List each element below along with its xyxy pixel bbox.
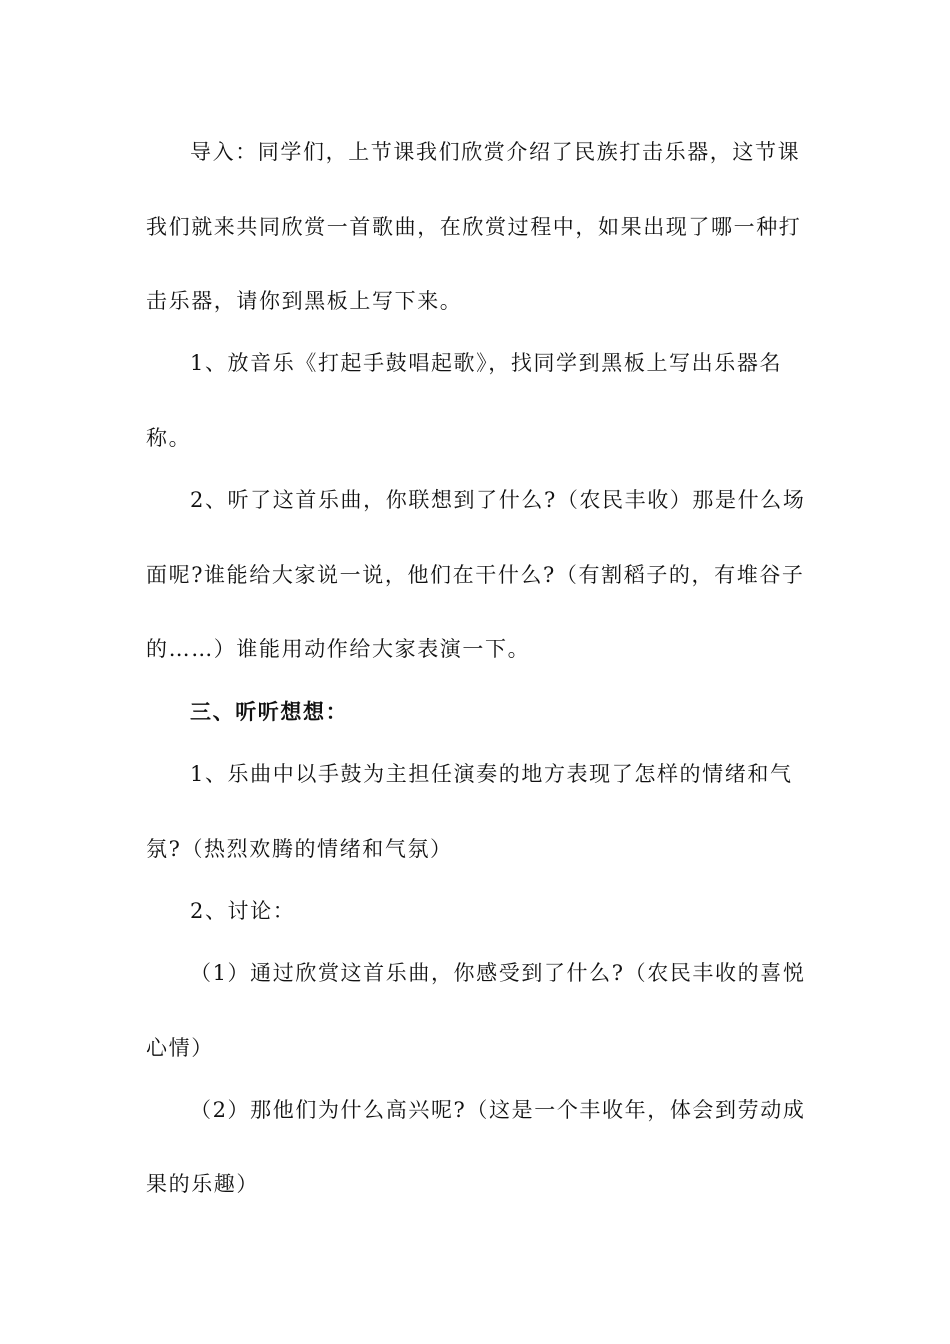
- step-2-line-3: 的……）谁能用动作给大家表演一下。: [146, 637, 531, 661]
- step-2-line-1: 2、听了这首乐曲，你联想到了什么?（农民丰收）那是什么场: [190, 488, 806, 512]
- discussion-2-line-2: 果的乐趣）: [146, 1172, 259, 1196]
- step-1-line-1: 1、放音乐《打起手鼓唱起歌》，找同学到黑板上写出乐器名: [190, 351, 783, 375]
- step-1-line-2: 称。: [146, 426, 192, 450]
- discussion-1-line-2: 心情）: [146, 1036, 214, 1060]
- discussion-heading: 2、讨论：: [190, 899, 296, 923]
- discussion-1-line-1: （1）通过欣赏这首乐曲，你感受到了什么?（农民丰收的喜悦: [190, 961, 806, 985]
- step-2-line-2: 面呢?谁能给大家说一说，他们在干什么?（有割稻子的，有堆谷子: [146, 563, 805, 587]
- question-1-line-2: 氛?（热烈欢腾的情绪和气氛）: [146, 837, 453, 861]
- intro-line-3: 击乐器，请你到黑板上写下来。: [146, 289, 463, 313]
- section-heading: 三、听听想想：: [190, 700, 349, 724]
- discussion-2-line-1: （2）那他们为什么高兴呢?（这是一个丰收年，体会到劳动成: [190, 1098, 806, 1122]
- intro-line-1: 导入：同学们，上节课我们欣赏介绍了民族打击乐器，这节课: [190, 140, 801, 164]
- question-1-line-1: 1、乐曲中以手鼓为主担任演奏的地方表现了怎样的情绪和气: [190, 762, 793, 786]
- intro-line-2: 我们就来共同欣赏一首歌曲，在欣赏过程中，如果出现了哪一种打: [146, 215, 802, 239]
